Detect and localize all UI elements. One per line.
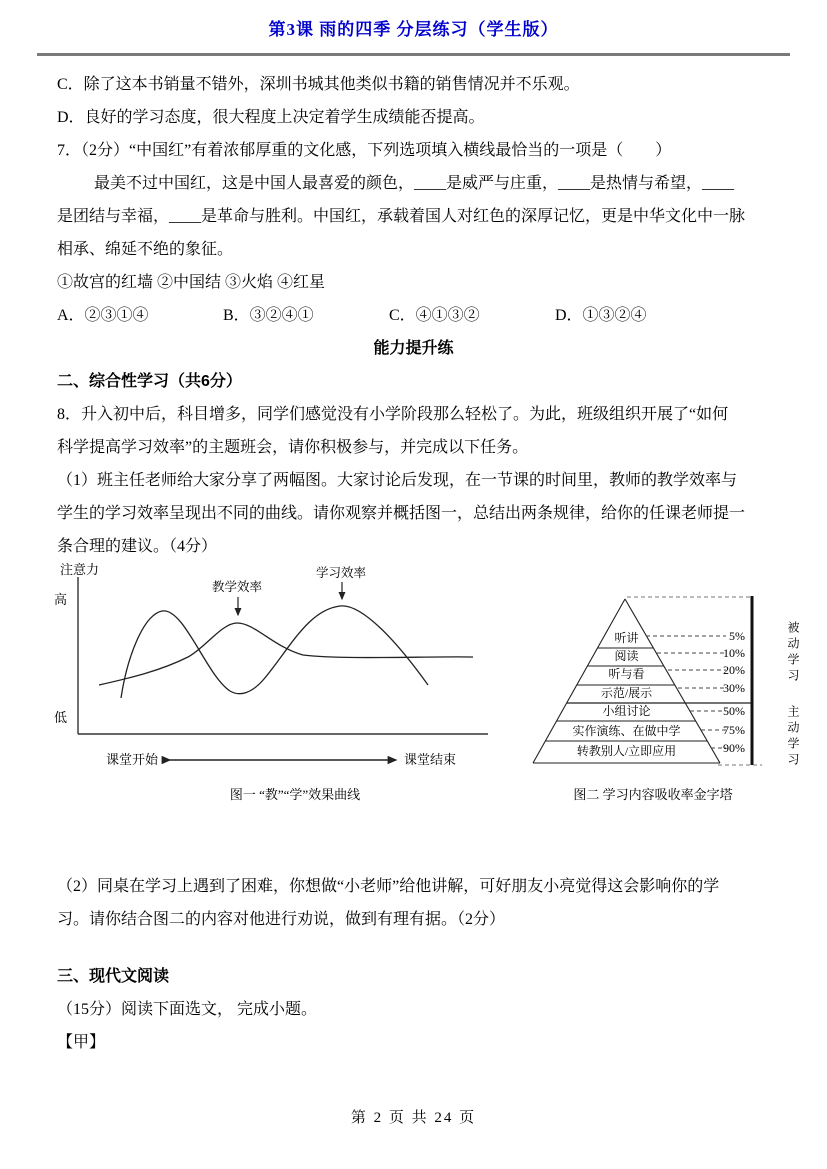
section-banner: 能力提升练 (373, 340, 454, 357)
pyramid-level-label: 实作演练、在做中学 (572, 724, 681, 738)
pyramid-right-edge (625, 599, 720, 763)
fig1-y-high-label: 高 (54, 592, 68, 607)
question8-part2-line: （2）同桌在学习上遇到了困难，你想做“小老师”给他讲解，可好朋友小亮觉得这会影响你的学 (57, 878, 720, 895)
choice-d: D．①③②④ (555, 307, 647, 324)
choice-a: A．②③①④ (57, 307, 149, 324)
question8-line: 科学提高学习效率”的主题班会，请你积极参与，并完成以下任务。 (57, 439, 529, 456)
passive-learning-group-label: 被动学习 (786, 621, 800, 685)
teaching-efficiency-curve (99, 623, 473, 685)
pyramid-level-label: 小组讨论 (602, 704, 651, 718)
learning-efficiency-curve (121, 606, 428, 698)
pyramid-left-edge (533, 599, 625, 763)
question7-passage-line: 最美不过中国红，这是中国人最喜爱的颜色，____是威严与庄重，____是热情与希望，____ (94, 175, 735, 192)
reading-intro: （15分）阅读下面选文， 完成小题。 (57, 1001, 318, 1018)
pyramid-level-label: 示范/展示 (600, 686, 653, 700)
question7-items: ①故宫的红墙 ②中国结 ③火焰 ④红星 (57, 274, 326, 291)
figure2-caption: 图二 学习内容吸收率金字塔 (573, 787, 733, 802)
question7-passage-line: 相承、绵延不绝的象征。 (57, 241, 234, 258)
pyramid-level-value: 75% (723, 723, 745, 737)
question7-choices (57, 299, 770, 332)
page-title: 第3课 雨的四季 分层练习（学生版） (268, 20, 559, 39)
pyramid-level-value: 50% (723, 704, 745, 718)
pyramid-level-label: 听讲 (614, 631, 639, 645)
fig1-learning-series-label: 学习效率 (316, 566, 367, 580)
pyramid-level-label: 阅读 (614, 649, 639, 663)
figure2-pyramid (520, 563, 820, 808)
figure1-plot (0, 563, 510, 808)
section3-title: 三、现代文阅读 (57, 968, 170, 985)
pyramid-level-value: 20% (723, 663, 745, 677)
pyramid-level-value: 5% (729, 629, 745, 643)
active-learning-group-label: 主动学习 (786, 705, 800, 769)
option-d-line: D．良好的学习态度，很大程度上决定着学生成绩能否提高。 (57, 109, 485, 126)
figures-row (0, 563, 827, 808)
passage-tag: 【甲】 (57, 1034, 106, 1051)
pyramid-level-label: 转教别人/立即应用 (576, 744, 677, 758)
choice-c: C．④①③② (389, 307, 480, 324)
pyramid-level-value: 90% (723, 741, 745, 755)
choice-b: B．③②④① (223, 307, 314, 324)
question7-stem: 7．（2分）“中国红”有着浓郁厚重的文化感，下列选项填入横线最恰当的一项是（ ） (57, 142, 672, 159)
question7-passage-line: 是团结与幸福，____是革命与胜利。中国红，承载着国人对红色的深厚记忆，更是中华文化中一脉 (57, 208, 746, 225)
section2-title: 二、综合性学习（共6分） (57, 373, 242, 390)
fig1-x-end-label: 课堂结束 (404, 752, 457, 767)
pyramid-level-value: 30% (723, 681, 745, 695)
option-c-line: C．除了这本书销量不错外，深圳书城其他类似书籍的销售情况并不乐观。 (57, 76, 580, 93)
page-number: 第 2 页 共 24 页 (350, 1110, 477, 1126)
question8-part1-line: （1）班主任老师给大家分享了两幅图。大家讨论后发现，在一节课的时间里，教师的教学效率与 (57, 472, 738, 489)
pyramid-level-value: 10% (723, 646, 745, 660)
fig1-x-start-label: 课堂开始 (106, 752, 159, 767)
question8-part1-line: 条合理的建议。（4分） (57, 538, 218, 555)
document-body (0, 56, 827, 1059)
pyramid-level-label: 听与看 (608, 667, 645, 681)
question8-part2-line: 习。请你结合图二的内容对他进行劝说，做到有理有据。（2分） (57, 911, 506, 928)
fig1-y-axis-label: 注意力 (60, 562, 100, 577)
fig1-teaching-series-label: 教学效率 (212, 580, 263, 594)
figure1-caption: 图一 “教”“学”效果曲线 (229, 787, 361, 802)
question8-line: 8．升入初中后，科目增多，同学们感觉没有小学阶段那么轻松了。为此，班级组织开展了“如何 (57, 406, 729, 423)
question8-part1-line: 学生的学习效率呈现出不同的曲线。请你观察并概括图一，总结出两条规律，给你的任课老师提一 (57, 505, 746, 522)
fig1-y-low-label: 低 (54, 710, 68, 725)
